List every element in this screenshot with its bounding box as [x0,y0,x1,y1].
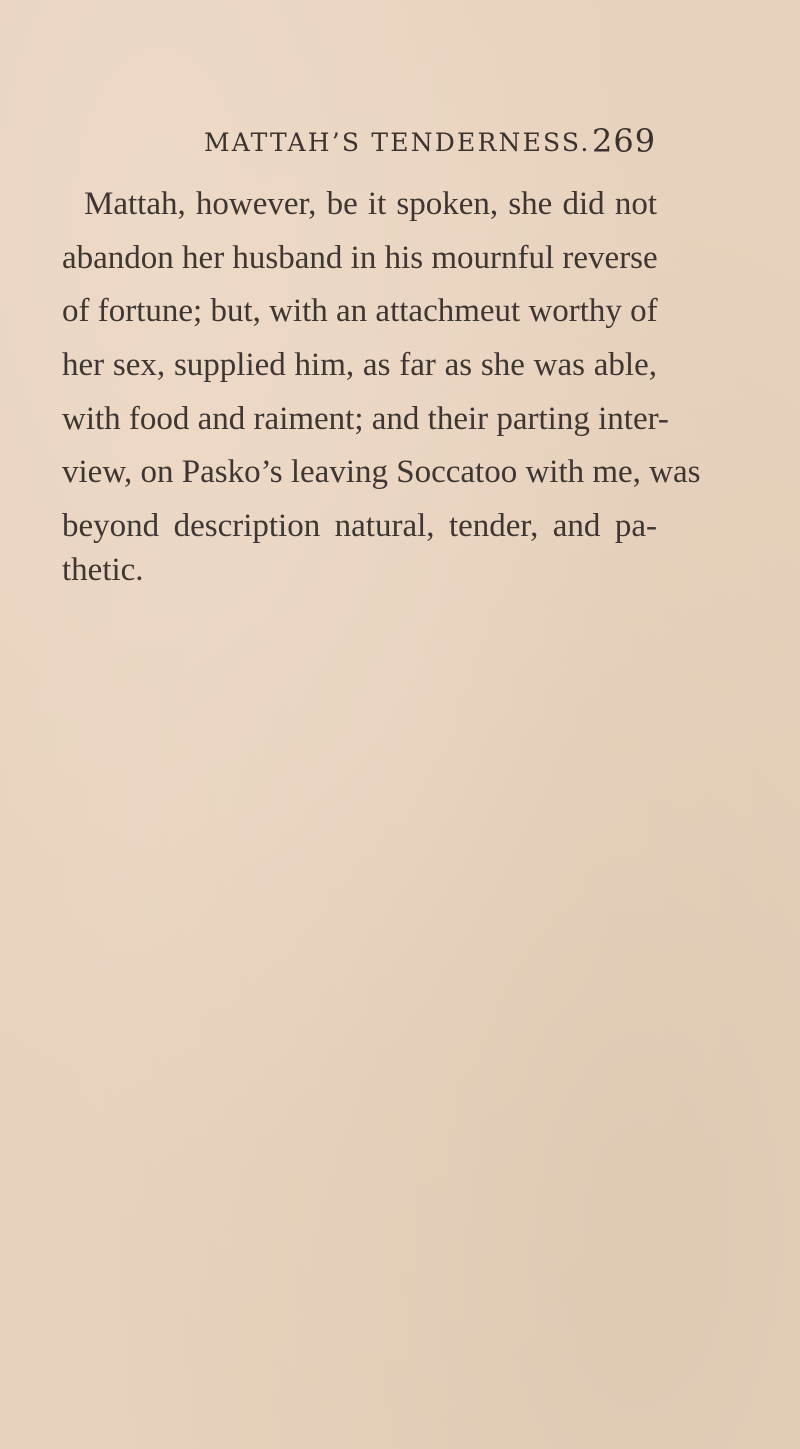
paragraph-line: Mattah, however, be it spoken, she did not [84,186,657,222]
paragraph-line: beyond description natural, tender, and pa- [62,508,657,544]
paragraph-line: thetic. [62,552,144,588]
running-head [0,122,800,168]
paragraph-line: her sex, supplied him, as far as she was able, [62,347,657,383]
paragraph-line: abandon her husband in his mournful reverse [62,240,658,276]
running-title: MATTAH’S TENDERNESS. [204,128,591,157]
paragraph-line: of fortune; but, with an attachmeut worthy of [62,293,658,329]
paragraph-line: view, on Pasko’s leaving Soccatoo with me, was [62,454,701,490]
paragraph-line: with food and raiment; and their parting inter- [62,401,669,437]
page-number: 269 [592,122,657,160]
